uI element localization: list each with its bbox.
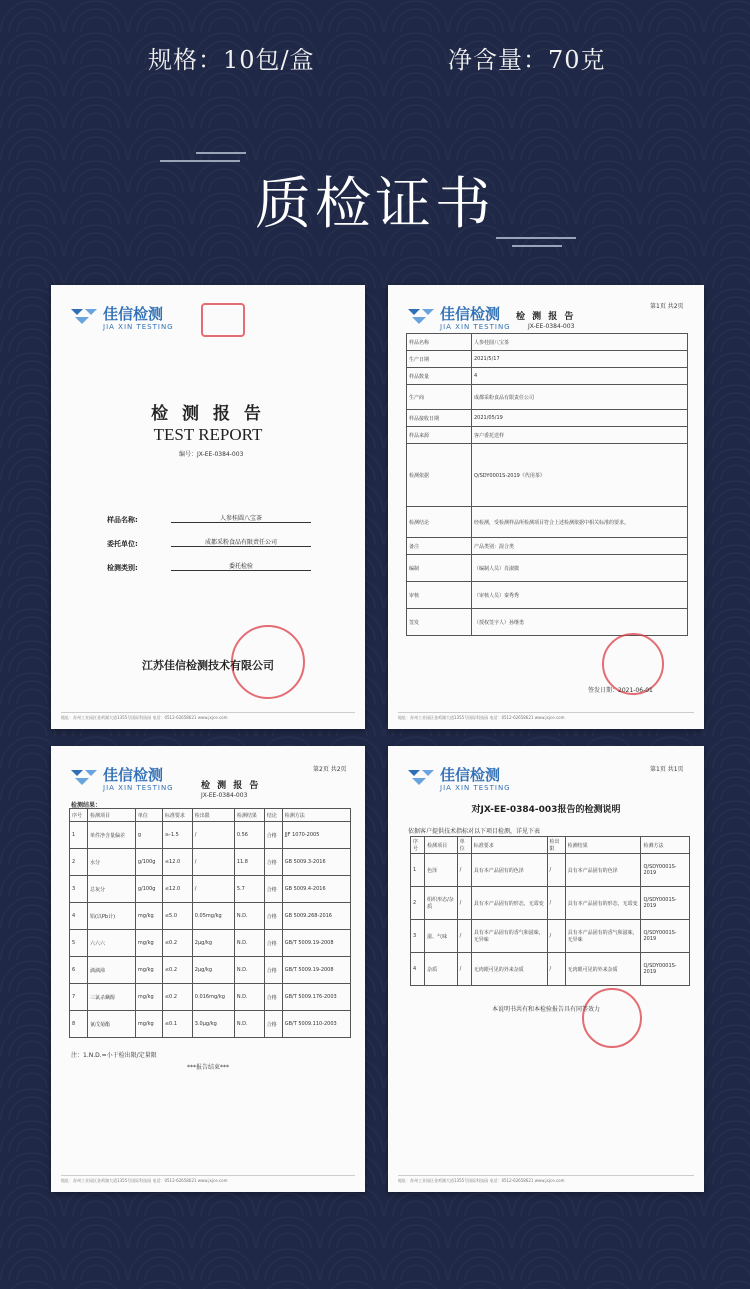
table-cell: 2μg/kg <box>192 957 234 984</box>
report-heading: 对JX-EE-0384-003报告的检测说明 <box>471 805 621 815</box>
note-end: 本说明书共有和本检验报告具有同等效力 <box>491 1006 600 1013</box>
table-row <box>70 930 351 957</box>
field-value: 委托检验 <box>171 561 311 571</box>
jiaxin-logo <box>406 762 516 796</box>
table-cell: 铅(以Pb计) <box>87 903 135 930</box>
title-deco-line <box>496 237 576 239</box>
table-cell: （编制人员）肖淑微 <box>472 555 688 582</box>
note-table <box>410 836 690 986</box>
field-label: 委托单位: <box>107 540 138 548</box>
table-cell: 具有本产品固有的色泽 <box>565 854 641 887</box>
table-cell: 具有本产品固有的形态，无霉变 <box>565 887 641 920</box>
table-row <box>407 351 688 368</box>
table-cell: 无肉眼可见的外来杂质 <box>471 953 547 986</box>
table-cell: 2 <box>411 887 425 920</box>
table-cell: JJF 1070-2005 <box>282 822 350 849</box>
table-cell: 成都采粉食品有限责任公司 <box>472 385 688 410</box>
table-cell: / <box>192 822 234 849</box>
official-seal <box>582 988 642 1048</box>
table-cell: / <box>547 887 565 920</box>
table-cell: 经检测，受检测样品所检测项目符合上述检测依据中相关标准的要求。 <box>472 507 688 538</box>
table-row <box>411 887 690 920</box>
table-row <box>70 822 351 849</box>
table-cell: 检测结论 <box>407 507 472 538</box>
table-cell: 3 <box>411 920 425 953</box>
spec-row <box>0 40 750 76</box>
table-cell: 氰戊菊酯 <box>87 1011 135 1038</box>
table-row <box>407 385 688 410</box>
logo-text-cn: 佳信检测 <box>103 766 164 784</box>
column-header: 检测方法 <box>641 837 690 854</box>
table-cell: mg/kg <box>135 984 162 1011</box>
logo-text-en: JIA XIN TESTING <box>440 784 511 792</box>
table-cell: GB 5009.3-2016 <box>282 849 350 876</box>
logo-icon <box>69 766 99 790</box>
column-header: 检测结果 <box>234 809 264 822</box>
table-cell: （审核人员）秦秀秀 <box>472 582 688 609</box>
column-header: 检测方法 <box>282 809 350 822</box>
table-cell: N.D. <box>234 957 264 984</box>
table-cell: 客户委托送样 <box>472 427 688 444</box>
table-row <box>70 876 351 903</box>
table-cell: 无肉眼可见的外来杂质 <box>565 953 641 986</box>
table-cell: Q/SDY0001S-2019《代用茶》 <box>472 444 688 507</box>
table-row <box>407 555 688 582</box>
table-row <box>70 849 351 876</box>
column-header: 标准要求 <box>162 809 192 822</box>
page-title: 质检证书 <box>255 172 495 237</box>
issue-date: 签发日期：2021-06-01 <box>588 687 653 694</box>
page-number: 第1页 共1页 <box>650 766 684 773</box>
table-cell: 样品数量 <box>407 368 472 385</box>
table-cell: 2 <box>70 849 88 876</box>
footer-text: 地址：苏州工业园区金鸡湖大道1355号国际科技园 电话：0512-62658621 www.jxjce.com <box>398 1175 694 1184</box>
table-cell: mg/kg <box>135 930 162 957</box>
column-header: 序号 <box>70 809 88 822</box>
cover-title-cn: 检 测 报 告 <box>151 404 265 424</box>
table-row <box>70 903 351 930</box>
field-value: 成都采粉食品有限责任公司 <box>171 537 311 547</box>
table-cell: / <box>547 953 565 986</box>
note-subheading: 依据客户提供技术指标对以下项目检测，详见下表 <box>408 828 541 835</box>
table-cell: 生产日期 <box>407 351 472 368</box>
table-cell: GB/T 5009.19-2008 <box>282 957 350 984</box>
column-header: 检测结果 <box>565 837 641 854</box>
table-cell: 2021/05/19 <box>472 410 688 427</box>
cma-stamp <box>201 303 245 337</box>
table-row <box>407 609 688 636</box>
table-row <box>70 957 351 984</box>
table-cell: 合格 <box>264 822 282 849</box>
column-header: 标准要求 <box>471 837 547 854</box>
page-number: 第2页 共2页 <box>313 766 347 773</box>
table-cell: ≤0.1 <box>162 1011 192 1038</box>
cover-title-en: TEST REPORT <box>153 425 263 444</box>
column-header: 检测项目 <box>425 837 458 854</box>
table-cell: / <box>547 920 565 953</box>
results-note: 注：1.N.D.=小于检出限/定量限 <box>71 1052 157 1059</box>
report-page1-card[interactable] <box>388 285 704 729</box>
table-cell: 4 <box>472 368 688 385</box>
table-cell: Q/SDY0001S-2019 <box>641 854 690 887</box>
report-table <box>406 333 688 636</box>
table-cell: / <box>547 854 565 887</box>
table-cell: ≤5.0 <box>162 903 192 930</box>
report-note-card[interactable] <box>388 746 704 1192</box>
table-cell: GB/T 5009.176-2003 <box>282 984 350 1011</box>
table-cell: 7 <box>70 984 88 1011</box>
table-cell: 具有本产品固有的形态，无霉变 <box>471 887 547 920</box>
table-cell: 2μg/kg <box>192 930 234 957</box>
table-row <box>407 410 688 427</box>
table-cell: 生产商 <box>407 385 472 410</box>
logo-icon <box>69 305 99 329</box>
logo-text-en: JIA XIN TESTING <box>440 323 511 331</box>
table-cell: （授权签字人）孙继勇 <box>472 609 688 636</box>
table-cell: Q/SDY0001S-2019 <box>641 887 690 920</box>
table-cell: 单件净含量偏差 <box>87 822 135 849</box>
table-cell: 6 <box>70 957 88 984</box>
table-row <box>407 538 688 555</box>
table-cell: / <box>192 876 234 903</box>
footer-text: 地址：苏州工业园区金鸡湖大道1355号国际科技园 电话：0512-62658621 www.jxjce.com <box>61 1175 355 1184</box>
report-cover-card[interactable] <box>51 285 365 729</box>
report-end: ***报告结束*** <box>186 1064 229 1071</box>
table-cell: 滋、气味 <box>425 920 458 953</box>
report-number: JX-EE-0384-003 <box>528 323 575 330</box>
logo-text-en: JIA XIN TESTING <box>103 784 174 792</box>
logo-text-cn: 佳信检测 <box>440 766 501 784</box>
column-header: 序号 <box>411 837 425 854</box>
table-cell: 备注 <box>407 538 472 555</box>
table-cell: g/100g <box>135 849 162 876</box>
report-page2-card[interactable] <box>51 746 365 1192</box>
table-row <box>407 507 688 538</box>
table-row <box>407 334 688 351</box>
table-cell: 1 <box>70 822 88 849</box>
table-cell: N.D. <box>234 1011 264 1038</box>
field-value: 人参桂圆八宝茶 <box>171 513 311 523</box>
table-cell: 11.8 <box>234 849 264 876</box>
table-cell: 具有本产品固有的香气和滋味，无异味 <box>471 920 547 953</box>
table-row <box>411 854 690 887</box>
page-number: 第1页 共2页 <box>650 303 684 310</box>
table-cell: 2021/5/17 <box>472 351 688 368</box>
table-cell: 检测依据 <box>407 444 472 507</box>
table-row <box>411 920 690 953</box>
column-header: 检测项目 <box>87 809 135 822</box>
table-cell: GB 5009.268-2016 <box>282 903 350 930</box>
table-cell: 签发 <box>407 609 472 636</box>
table-cell: mg/kg <box>135 903 162 930</box>
table-cell: mg/kg <box>135 957 162 984</box>
table-cell: 审核 <box>407 582 472 609</box>
report-heading: 检 测 报 告 <box>201 781 261 791</box>
table-cell: g <box>135 822 162 849</box>
table-row <box>70 1011 351 1038</box>
column-header: 单位 <box>135 809 162 822</box>
field-label: 样品名称: <box>107 516 138 524</box>
table-row <box>407 427 688 444</box>
table-cell: 滴滴涕 <box>87 957 135 984</box>
table-cell: N.D. <box>234 930 264 957</box>
table-row <box>407 368 688 385</box>
logo-text-en: JIA XIN TESTING <box>103 323 174 331</box>
table-cell: 8 <box>70 1011 88 1038</box>
table-cell: mg/kg <box>135 1011 162 1038</box>
table-cell: 3 <box>70 876 88 903</box>
company-name: 江苏佳信检测技术有限公司 <box>142 659 274 672</box>
table-cell: 5 <box>70 930 88 957</box>
table-cell: 3.0μg/kg <box>192 1011 234 1038</box>
footer-text: 地址：苏州工业园区金鸡湖大道1355号国际科技园 电话：0512-62658621 www.jxjce.com <box>398 712 694 721</box>
results-table <box>69 808 351 1038</box>
table-cell: 具有本产品固有的色泽 <box>471 854 547 887</box>
table-cell: N.D. <box>234 984 264 1011</box>
table-cell: / <box>457 953 471 986</box>
table-cell: GB/T 5009.110-2003 <box>282 1011 350 1038</box>
table-cell: 0.016mg/kg <box>192 984 234 1011</box>
table-cell: 合格 <box>264 957 282 984</box>
table-row <box>411 953 690 986</box>
table-cell: 编制 <box>407 555 472 582</box>
table-header-row <box>70 809 351 822</box>
table-cell: ≤12.0 <box>162 876 192 903</box>
logo-text-cn: 佳信检测 <box>440 305 501 323</box>
table-cell: / <box>457 920 471 953</box>
table-cell: 合格 <box>264 849 282 876</box>
table-cell: 合格 <box>264 876 282 903</box>
table-header-row <box>411 837 690 854</box>
table-cell: 合格 <box>264 984 282 1011</box>
table-cell: / <box>457 887 471 920</box>
spec-label: 规格：10包/盒 <box>148 46 315 74</box>
column-header: 结论 <box>264 809 282 822</box>
table-cell: 六六六 <box>87 930 135 957</box>
table-cell: 4 <box>70 903 88 930</box>
logo-icon <box>406 766 436 790</box>
table-cell: ≤0.2 <box>162 957 192 984</box>
logo-text-cn: 佳信检测 <box>103 305 164 323</box>
cover-number: 编号：JX-EE-0384-003 <box>179 451 244 458</box>
net-weight-label: 净含量：70克 <box>448 46 606 74</box>
table-cell: 人参桂圆八宝茶 <box>472 334 688 351</box>
table-cell: 4 <box>411 953 425 986</box>
jiaxin-logo <box>406 301 516 335</box>
table-cell: 产品类别：混合类 <box>472 538 688 555</box>
table-cell: 色泽 <box>425 854 458 887</box>
table-cell: Q/SDY0001S-2019 <box>641 920 690 953</box>
table-cell: 样品名称 <box>407 334 472 351</box>
table-cell: 水分 <box>87 849 135 876</box>
table-cell: g/100g <box>135 876 162 903</box>
table-cell: 0.05mg/kg <box>192 903 234 930</box>
table-cell: 合格 <box>264 1011 282 1038</box>
table-cell: / <box>457 854 471 887</box>
table-cell: 总灰分 <box>87 876 135 903</box>
table-cell: 合格 <box>264 903 282 930</box>
table-cell: 样品来源 <box>407 427 472 444</box>
results-heading: 检测结果： <box>71 802 102 809</box>
jiaxin-logo <box>69 301 179 335</box>
title-deco-line <box>512 245 562 247</box>
table-cell: GB/T 5009.19-2008 <box>282 930 350 957</box>
table-cell: 三氯杀螨醇 <box>87 984 135 1011</box>
table-row <box>407 444 688 507</box>
table-cell: / <box>192 849 234 876</box>
report-heading: 检 测 报 告 <box>516 312 576 322</box>
footer-text: 地址：苏州工业园区金鸡湖大道1355号国际科技园 电话：0512-62658621 www.jxjce.com <box>61 712 355 721</box>
table-cell: Q/SDY0001S-2019 <box>641 953 690 986</box>
table-cell: ≤0.2 <box>162 984 192 1011</box>
table-cell: 样品接收日期 <box>407 410 472 427</box>
table-row <box>70 984 351 1011</box>
title-deco-line <box>196 152 246 154</box>
table-cell: 组织形态/杂质 <box>425 887 458 920</box>
column-header: 单位 <box>457 837 471 854</box>
table-cell: 5.7 <box>234 876 264 903</box>
table-cell: N.D. <box>234 903 264 930</box>
table-cell: 0.56 <box>234 822 264 849</box>
report-number: JX-EE-0384-003 <box>201 792 248 799</box>
table-cell: ≤0.2 <box>162 930 192 957</box>
column-header: 检出限 <box>192 809 234 822</box>
table-cell: 具有本产品固有的香气和滋味，无异味 <box>565 920 641 953</box>
table-cell: 1 <box>411 854 425 887</box>
table-cell: ≥-1.5 <box>162 822 192 849</box>
table-cell: 合格 <box>264 930 282 957</box>
table-row <box>407 582 688 609</box>
table-cell: GB 5009.4-2016 <box>282 876 350 903</box>
logo-icon <box>406 305 436 329</box>
column-header: 检出限 <box>547 837 565 854</box>
jiaxin-logo <box>69 762 179 796</box>
table-cell: 杂质 <box>425 953 458 986</box>
field-label: 检测类别: <box>107 564 138 572</box>
table-cell: ≤12.0 <box>162 849 192 876</box>
